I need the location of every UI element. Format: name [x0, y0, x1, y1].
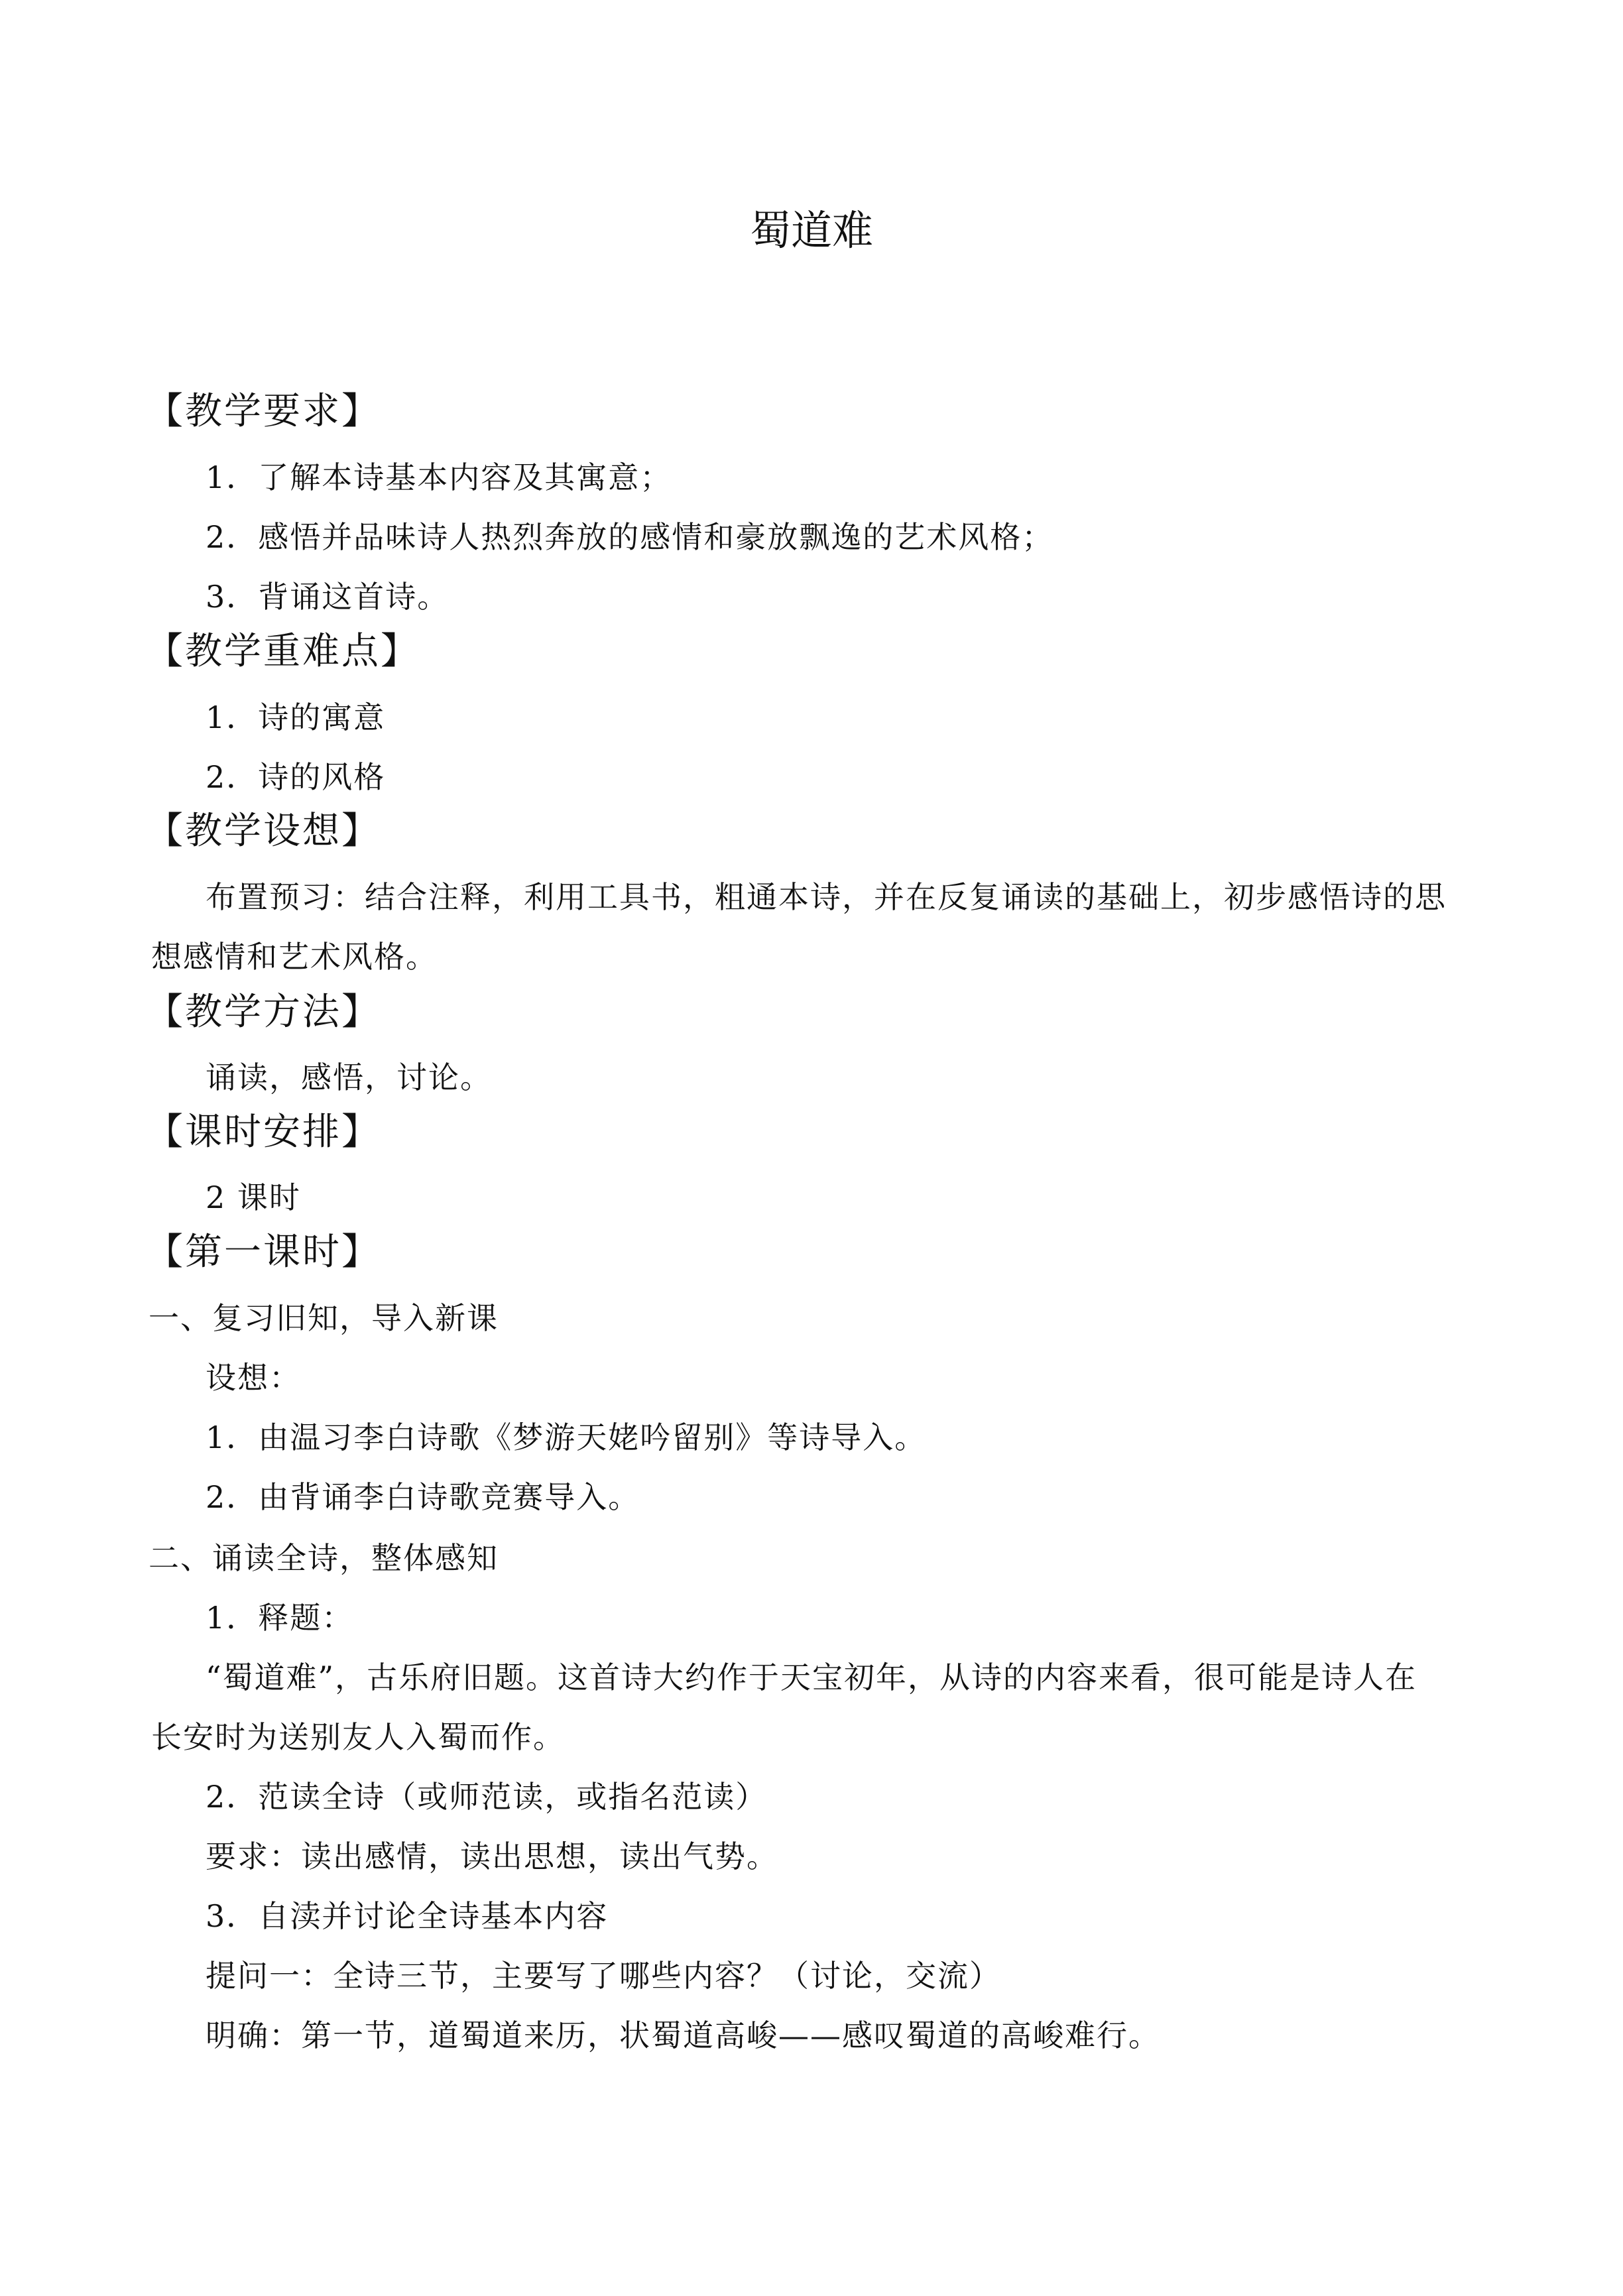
schedule-text: 2 课时 — [206, 1179, 301, 1215]
part-2-title: 二、诵读全诗，整体感知 — [149, 1540, 499, 1576]
part-2-explanation-line-2: 长安时为送别友人入蜀而作。 — [151, 1719, 565, 1755]
section-heading-schedule: 【课时安排】 — [146, 1111, 381, 1154]
section-heading-requirements: 【教学要求】 — [146, 390, 381, 433]
methods-text: 诵读，感悟，讨论。 — [206, 1059, 492, 1095]
part-2-step-2: 2．范读全诗（或师范读，或指名范读） — [206, 1779, 768, 1815]
section-heading-key-points: 【教学重难点】 — [146, 630, 420, 673]
key-point-item-2: 2．诗的风格 — [206, 759, 386, 795]
section-heading-first-lesson: 【第一课时】 — [146, 1231, 381, 1274]
document-title: 蜀道难 — [749, 206, 873, 255]
requirement-item-2: 2．感悟并品味诗人热烈奔放的感情和豪放飘逸的艺术风格； — [206, 519, 1054, 555]
part-1-label: 设想： — [206, 1360, 301, 1396]
part-2-question-1: 提问一：全诗三节，主要写了哪些内容？（讨论，交流） — [206, 1958, 1001, 1994]
part-1-item-1: 1．由温习李白诗歌《梦游天姥吟留别》等诗导入。 — [206, 1420, 927, 1455]
part-2-step-3: 3．自渎并讨论全诗基本内容 — [206, 1898, 609, 1934]
key-point-item-1: 1．诗的寓意 — [206, 699, 386, 735]
part-2-answer-1: 明确：第一节，道蜀道来历，状蜀道高峻——感叹蜀道的高峻难行。 — [206, 2018, 1160, 2053]
section-heading-methods: 【教学方法】 — [146, 991, 381, 1034]
design-paragraph-line-2: 想感情和艺术风格。 — [151, 939, 438, 975]
part-1-title: 一、复习旧知，导入新课 — [149, 1300, 499, 1336]
section-heading-design: 【教学设想】 — [146, 810, 381, 853]
part-2-step-1: 1．释题： — [206, 1600, 354, 1636]
requirement-item-3: 3．背诵这首诗。 — [206, 579, 450, 615]
design-paragraph-line-1: 布置预习：结合注释，利用工具书，粗通本诗，并在反复诵读的基础上，初步感悟诗的思 — [206, 879, 1447, 915]
part-2-requirement: 要求：读出感情，读出思想，读出气势。 — [206, 1839, 778, 1874]
part-1-item-2: 2．由背诵李白诗歌竞赛导入。 — [206, 1479, 640, 1515]
requirement-item-1: 1．了解本诗基本内容及其寓意； — [206, 459, 672, 495]
part-2-explanation-line-1: “蜀道难”，古乐府旧题。这首诗大约作于天宝初年，从诗的内容来看，很可能是诗人在 — [206, 1660, 1417, 1695]
